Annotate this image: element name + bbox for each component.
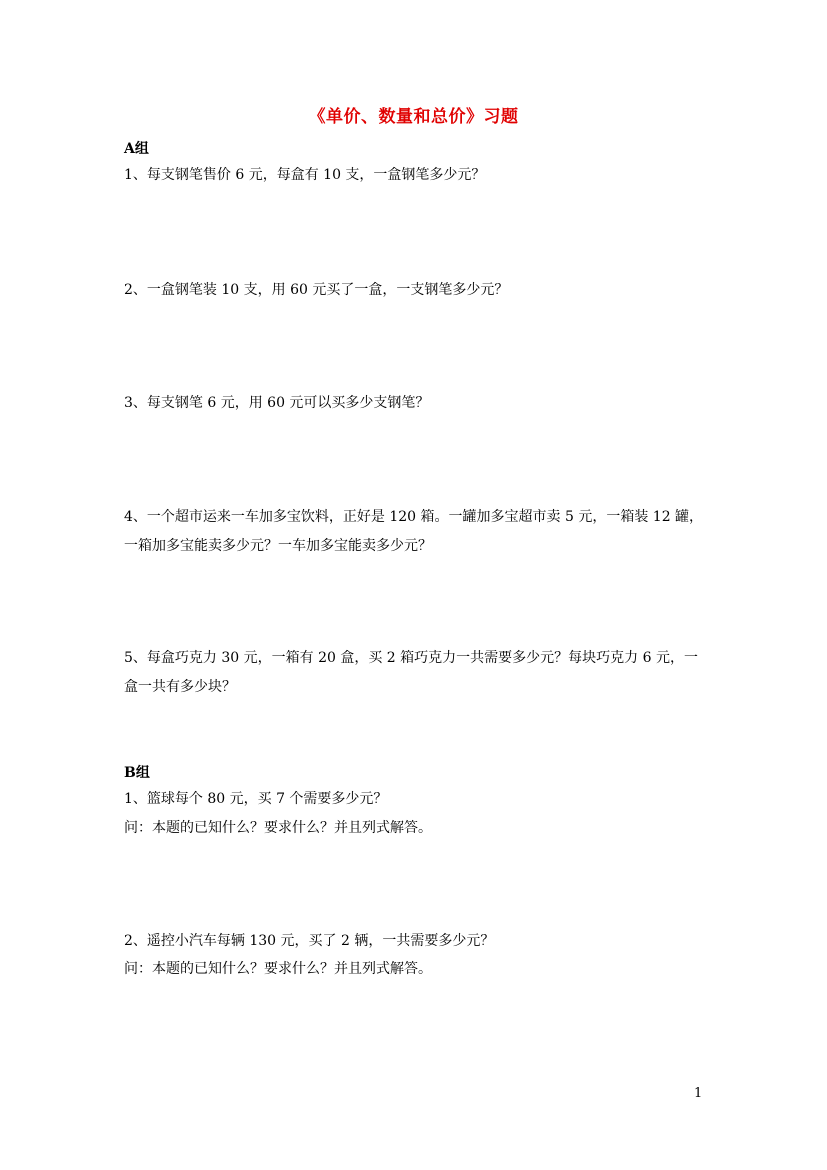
document-title: 《单价、数量和总价》习题 (308, 107, 519, 127)
group-a-question-5-line-2: 盒一共有多少块？ (124, 679, 236, 695)
group-a-question-4-line-1: 4、一个超市运来一车加多宝饮料，正好是 120 箱。一罐加多宝超市卖 5 元，一箱装 12 罐， (124, 509, 704, 525)
group-b-question-2-ask: 问：本题的已知什么？要求什么？并且列式解答。 (124, 961, 432, 977)
page-number: 1 (694, 1086, 703, 1101)
group-b-question-1: 1、篮球每个 80 元，买 7 个需要多少元？ (124, 791, 388, 807)
group-a-question-3: 3、每支钢笔 6 元，用 60 元可以买多少支钢笔？ (124, 395, 430, 411)
group-a-heading: A组 (124, 141, 149, 157)
group-b-question-2: 2、遥控小汽车每辆 130 元，买了 2 辆，一共需要多少元？ (124, 933, 495, 949)
group-a-question-5-line-1: 5、每盒巧克力 30 元，一箱有 20 盒，买 2 箱巧克力一共需要多少元？每块巧克力 6 元，一 (124, 650, 698, 666)
group-a-question-2: 2、一盒钢笔装 10 支，用 60 元买了一盒，一支钢笔多少元？ (124, 282, 509, 298)
group-a-question-4-line-2: 一箱加多宝能卖多少元？一车加多宝能卖多少元？ (124, 538, 432, 554)
group-b-question-1-ask: 问：本题的已知什么？要求什么？并且列式解答。 (124, 820, 432, 836)
group-b-heading: B组 (124, 765, 150, 781)
group-a-question-1: 1、每支钢笔售价 6 元，每盒有 10 支，一盒钢笔多少元？ (124, 167, 486, 183)
